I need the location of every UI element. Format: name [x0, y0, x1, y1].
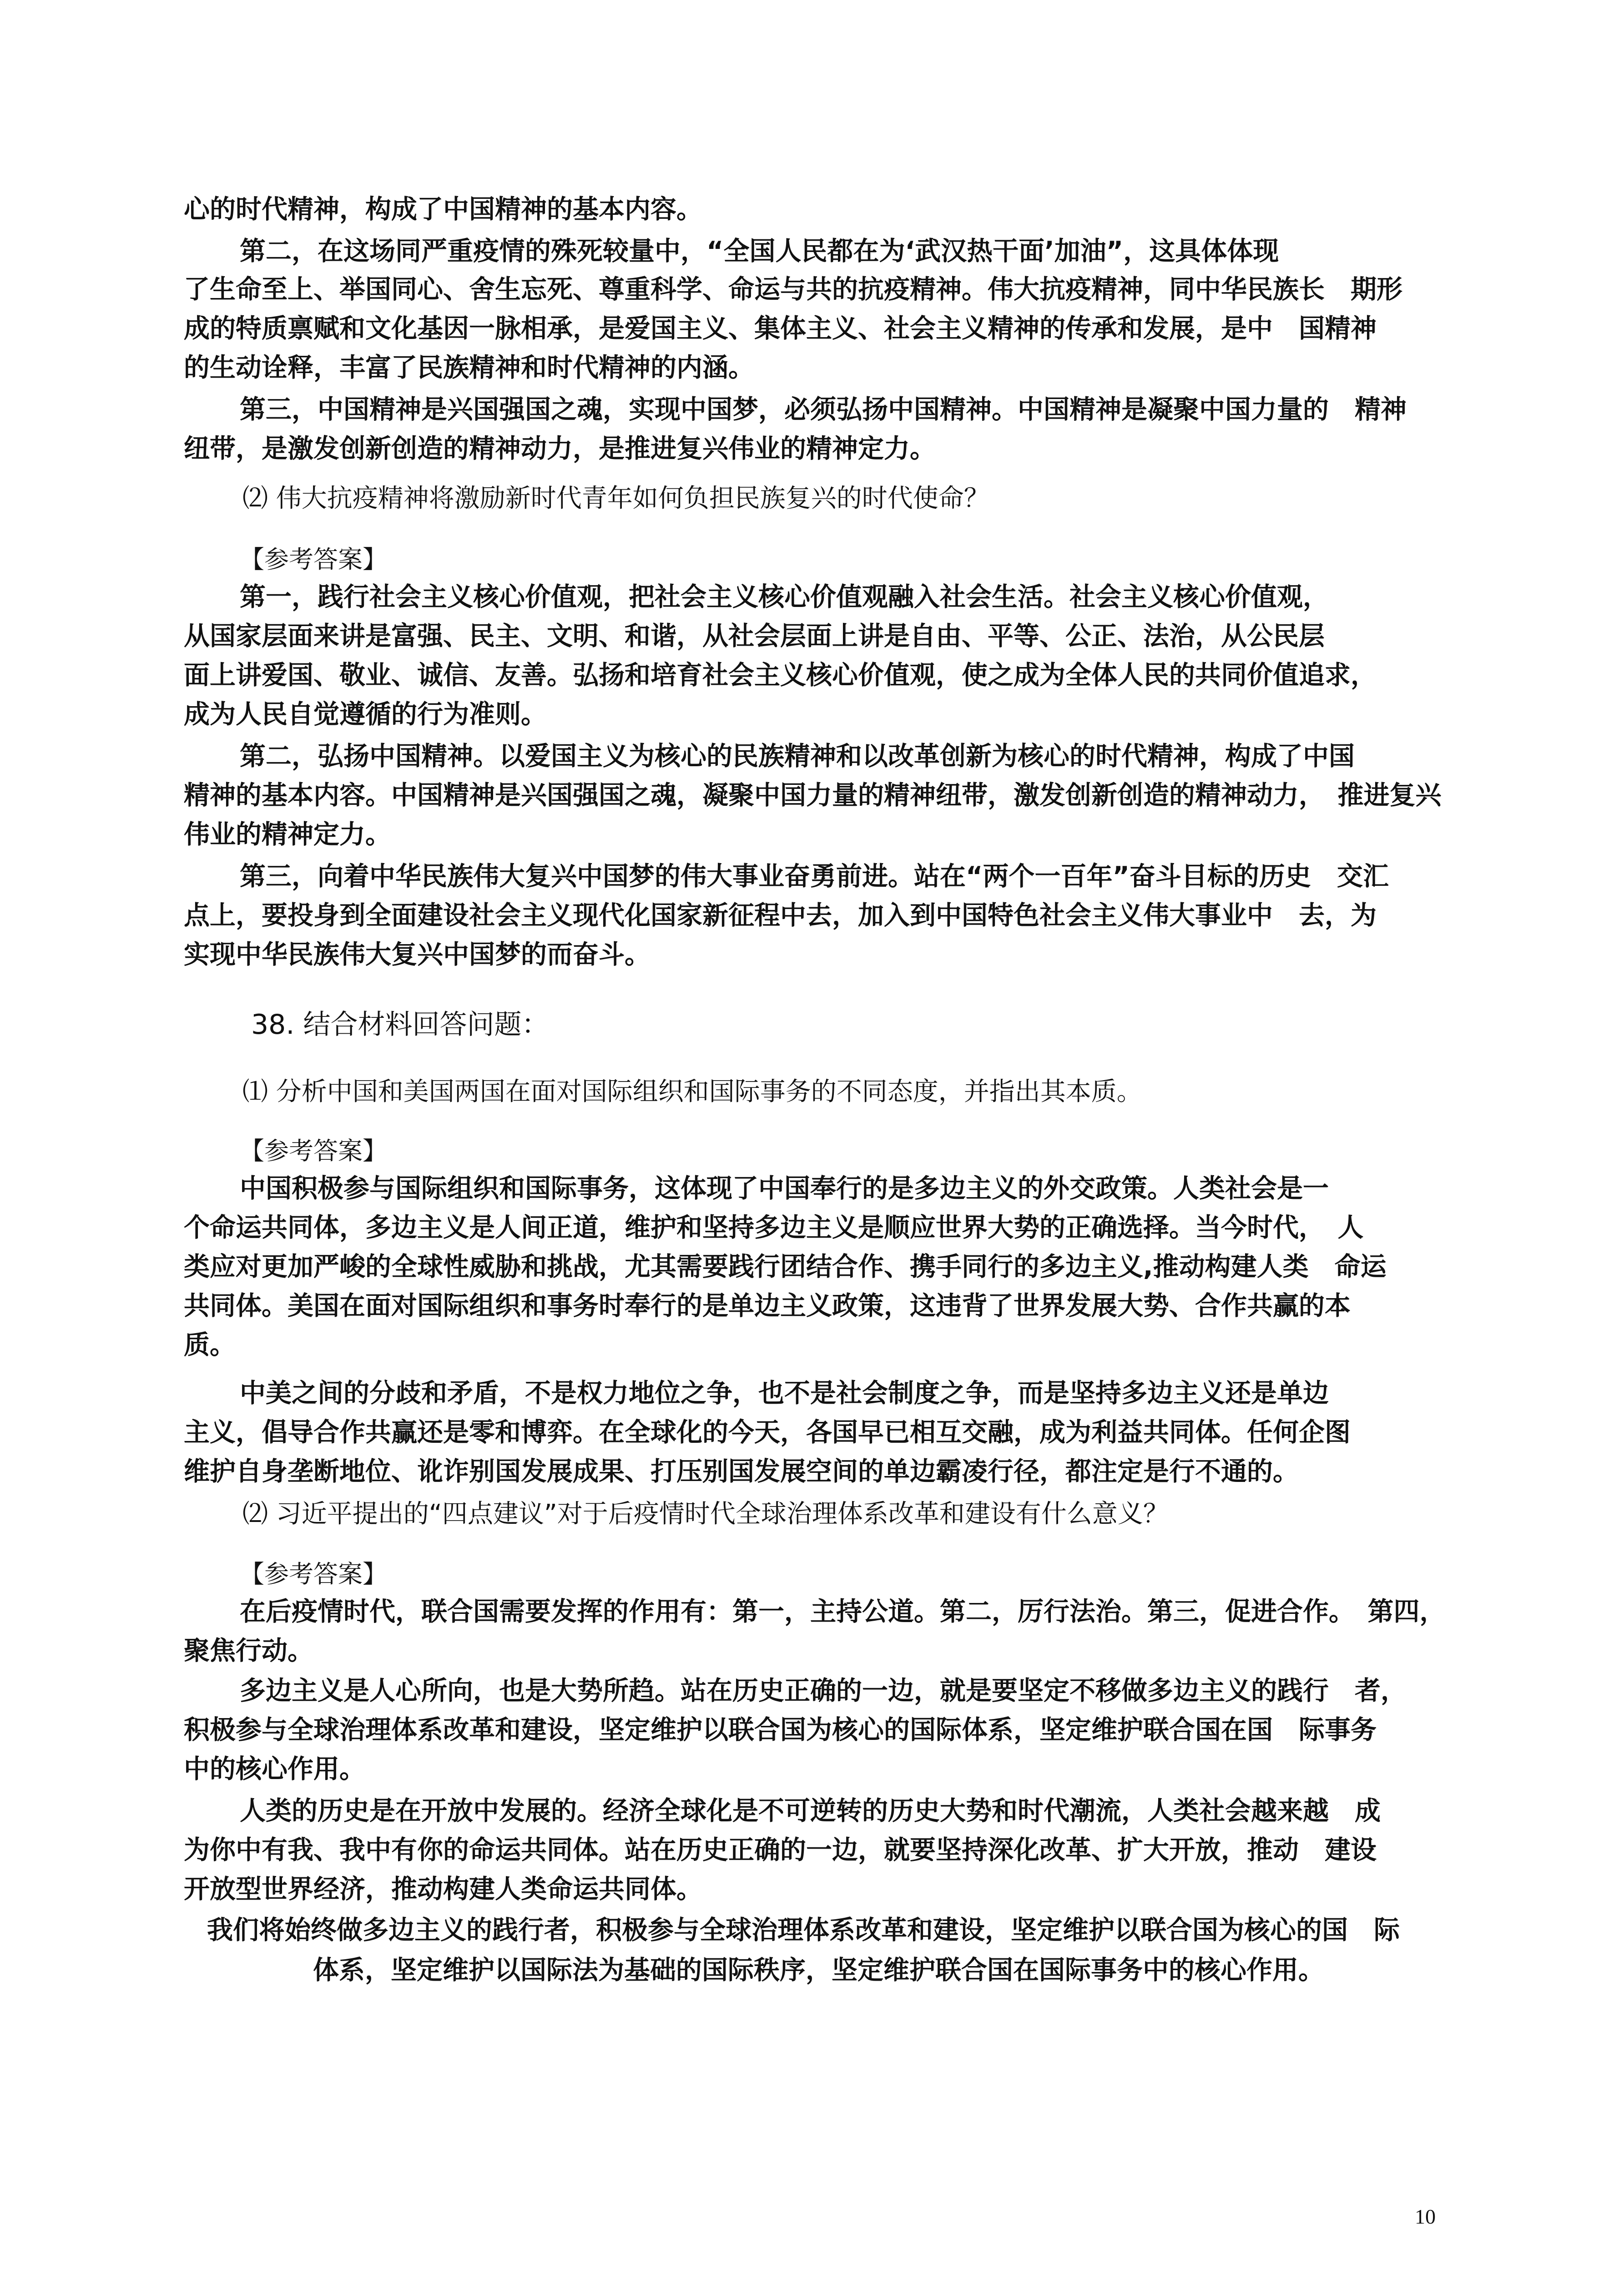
text-line: 中国积极参与国际组织和国际事务，这体现了中国奉行的是多边主义的外交政策。人类社会是一: [240, 1173, 1329, 1203]
reference-answer-label: 【参考答案】: [240, 1560, 387, 1588]
question-heading: 38. 结合材料回答问题：: [251, 1009, 549, 1041]
text-line: 体系，坚定维护以国际法为基础的国际秩序，坚定维护联合国在国际事务中的核心作用。: [313, 1955, 1324, 1985]
text-line: 纽带，是激发创新创造的精神动力，是推进复兴伟业的精神定力。: [184, 434, 936, 464]
text-line: 成的特质禀赋和文化基因一脉相承，是爱国主义、集体主义、社会主义精神的传承和发展，是中 国精神: [184, 313, 1377, 344]
text-line: 中的核心作用。: [184, 1754, 365, 1784]
text-line: 维护自身垄断地位、讹诈别国发展成果、打压别国发展空间的单边霸凌行径，都注定是行不通的。: [184, 1456, 1299, 1486]
text-line: 开放型世界经济，推动构建人类命运共同体。: [184, 1874, 702, 1904]
text-line: 面上讲爱国、敬业、诚信、友善。弘扬和培育社会主义核心价值观，使之成为全体人民的共同价值追求，: [184, 660, 1377, 690]
text-line: 积极参与全球治理体系改革和建设，坚定维护以联合国为核心的国际体系，坚定维护联合国在国 际事务: [184, 1715, 1377, 1745]
text-line: 了生命至上、举国同心、舍生忘死、尊重科学、命运与共的抗疫精神。伟大抗疫精神，同中华民族长 期形: [184, 274, 1402, 304]
text-line: 聚焦行动。: [184, 1636, 313, 1666]
question-line: ⑵ 习近平提出的“四点建议”对于后疫情时代全球治理体系改革和建设有什么意义？: [242, 1499, 1169, 1529]
text-line: 精神的基本内容。中国精神是兴国强国之魂，凝聚中国力量的精神纽带，激发创新创造的精神动力， 推进复兴: [184, 780, 1442, 810]
text-line: 在后疫情时代，联合国需要发挥的作用有：第一，主持公道。第二，厉行法治。第三，促进合作。 第四，: [240, 1597, 1446, 1627]
text-line: 点上，要投身到全面建设社会主义现代化国家新征程中去，加入到中国特色社会主义伟大事业中 去，为: [184, 900, 1377, 930]
text-line: 质。: [184, 1330, 236, 1360]
text-line: 个命运共同体，多边主义是人间正道，维护和坚持多边主义是顺应世界大势的正确选择。当今时代， 人: [184, 1213, 1364, 1243]
text-line: 第二，在这场同严重疫情的殊死较量中，“全国人民都在为‘武汉热干面’加油”，这具体体现: [240, 236, 1279, 266]
text-line: 中美之间的分歧和矛盾，不是权力地位之争，也不是社会制度之争，而是坚持多边主义还是单边: [240, 1378, 1329, 1408]
text-line: 伟业的精神定力。: [184, 819, 391, 849]
reference-answer-label: 【参考答案】: [240, 545, 387, 574]
text-line: 多边主义是人心所向，也是大势所趋。站在历史正确的一边，就是要坚定不移做多边主义的践行 者，: [240, 1676, 1407, 1706]
text-line: 第二，弘扬中国精神。以爱国主义为核心的民族精神和以改革创新为核心的时代精神，构成了中国: [240, 741, 1355, 771]
text-line: 类应对更加严峻的全球性威胁和挑战，尤其需要践行团结合作、携手同行的多边主义,推动构建人类 命运: [184, 1252, 1387, 1282]
text-line: 第三，中国精神是兴国强国之魂，实现中国梦，必须弘扬中国精神。中国精神是凝聚中国力量的 精神: [240, 394, 1407, 425]
question-line: ⑵ 伟大抗疫精神将激励新时代青年如何负担民族复兴的时代使命？: [242, 484, 989, 513]
text-line: 的生动诠释，丰富了民族精神和时代精神的内涵。: [184, 353, 754, 383]
text-line: 人类的历史是在开放中发展的。经济全球化是不可逆转的历史大势和时代潮流，人类社会越来越 成: [240, 1796, 1381, 1826]
reference-answer-label: 【参考答案】: [240, 1137, 387, 1165]
text-line: 我们将始终做多边主义的践行者，积极参与全球治理体系改革和建设，坚定维护以联合国为核心的国 际: [207, 1915, 1400, 1945]
text-line: 第一，践行社会主义核心价值观，把社会主义核心价值观融入社会生活。社会主义核心价值观，: [240, 582, 1329, 612]
question-line: ⑴ 分析中国和美国两国在面对国际组织和国际事务的不同态度，并指出其本质。: [242, 1077, 1142, 1107]
page-number: 10: [1415, 2205, 1436, 2228]
text-line: 为你中有我、我中有你的命运共同体。站在历史正确的一边，就要坚持深化改革、扩大开放，推动 建设: [184, 1835, 1377, 1865]
text-line: 共同体。美国在面对国际组织和事务时奉行的是单边主义政策，这违背了世界发展大势、合作共赢的本: [184, 1291, 1351, 1321]
text-line: 实现中华民族伟大复兴中国梦的而奋斗。: [184, 940, 651, 970]
text-line: 从国家层面来讲是富强、民主、文明、和谐，从社会层面上讲是自由、平等、公正、法治，从公民层: [184, 621, 1325, 651]
text-line: 成为人民自觉遵循的行为准则。: [184, 699, 547, 729]
text-line: 心的时代精神，构成了中国精神的基本内容。: [184, 194, 702, 224]
text-line: 第三，向着中华民族伟大复兴中国梦的伟大事业奋勇前进。站在“两个一百年”奋斗目标的历史 交汇: [240, 861, 1389, 891]
text-line: 主义，倡导合作共赢还是零和博弈。在全球化的今天，各国早已相互交融，成为利益共同体。任何企图: [184, 1417, 1351, 1447]
